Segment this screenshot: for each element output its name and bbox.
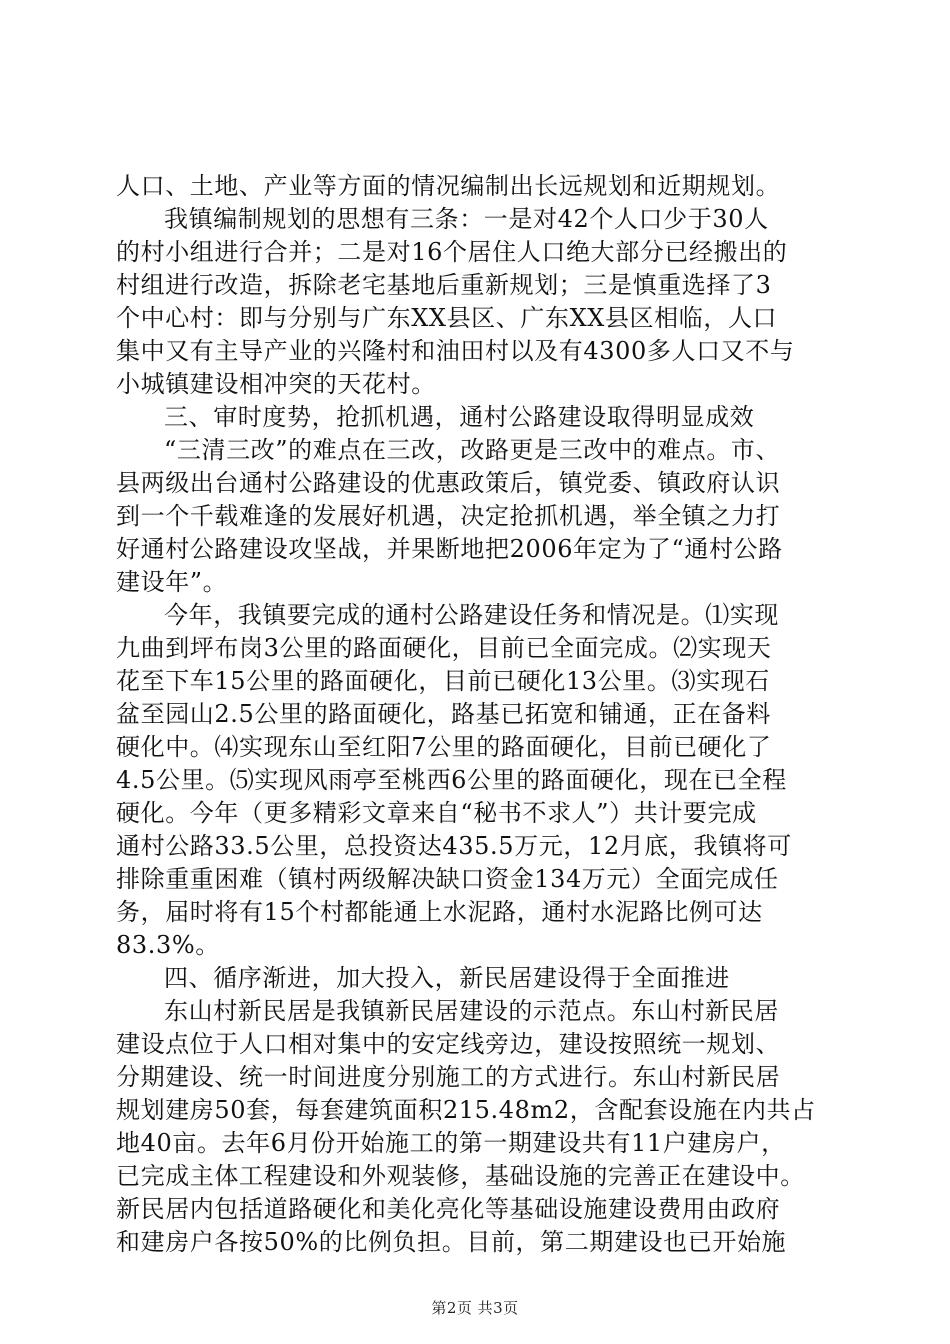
page-number-footer: 第2页 共3页	[431, 1299, 519, 1317]
body-line: 规划建房50套，每套建筑面积215.48m2，含配套设施在内共占	[116, 1096, 816, 1124]
body-line: 排除重重困难（镇村两级解决缺口资金134万元）全面完成任	[116, 865, 779, 893]
body-line: 好通村公路建设攻坚战，并果断地把2006年定为了“通村公路	[116, 535, 783, 563]
body-line: 务，届时将有15个村都能通上水泥路，通村水泥路比例可达	[116, 898, 763, 926]
paragraph-first-line: “三清三改”的难点在三改，改路更是三改中的难点。市、	[164, 436, 781, 464]
body-line: 花至下车15公里的路面硬化，目前已硬化13公里。⑶实现石	[116, 667, 770, 695]
body-line: 的村小组进行合并；二是对16个居住人口绝大部分已经搬出的	[116, 238, 788, 266]
body-line: 建设年”。	[116, 568, 228, 596]
paragraph-first-line: 东山村新民居是我镇新民居建设的示范点。东山村新民居	[164, 997, 779, 1025]
body-line: 硬化。今年（更多精彩文章来自“秘书不求人”）共计要完成	[116, 799, 757, 827]
body-line: 和建房户各按50%的比例负担。目前，第二期建设也已开始施	[116, 1228, 787, 1256]
body-line: 已完成主体工程建设和外观装修，基础设施的完善正在建设中。	[116, 1162, 805, 1190]
body-line: 九曲到坪布岗3公里的路面硬化，目前已全面完成。⑵实现天	[116, 634, 772, 662]
body-line: 建设点位于人口相对集中的安定线旁边，建设按照统一规划、	[116, 1030, 781, 1058]
body-line: 分期建设、统一时间进度分别施工的方式进行。东山村新民居	[116, 1063, 781, 1091]
section-heading: 四、循序渐进，加大投入，新民居建设得于全面推进	[164, 964, 730, 992]
body-line: 村组进行改造，拆除老宅基地后重新规划；三是慎重选择了3	[116, 271, 772, 299]
paragraph-first-line: 今年，我镇要完成的通村公路建设任务和情况是。⑴实现	[164, 601, 779, 629]
body-line: 县两级出台通村公路建设的优惠政策后，镇党委、镇政府认识	[116, 469, 781, 497]
body-line: 通村公路33.5公里，总投资达435.5万元，12月底，我镇将可	[116, 832, 792, 860]
body-line: 83.3%。	[116, 931, 220, 959]
section-heading: 三、审时度势，抢抓机遇，通村公路建设取得明显成效	[164, 403, 755, 431]
body-line: 4.5公里。⑸实现风雨亭至桃西6公里的路面硬化，现在已全程	[116, 766, 787, 794]
body-line: 个中心村：即与分别与广东XX县区、广东XX县区相临，人口	[116, 304, 778, 332]
body-line: 新民居内包括道路硬化和美化亮化等基础设施建设费用由政府	[116, 1195, 781, 1223]
body-line: 集中又有主导产业的兴隆村和油田村以及有4300多人口又不与	[116, 337, 795, 365]
paragraph-first-line: 我镇编制规划的思想有三条：一是对42个人口少于30人	[164, 205, 769, 233]
body-line: 硬化中。⑷实现东山至红阳7公里的路面硬化，目前已硬化了	[116, 733, 772, 761]
body-line: 小城镇建设相冲突的天花村。	[116, 370, 436, 398]
body-line: 到一个千载难逢的发展好机遇，决定抢抓机遇，举全镇之力打	[116, 502, 781, 530]
document-body	[116, 170, 836, 1259]
body-line: 盆至园山2.5公里的路面硬化，路基已拓宽和铺通，正在备料	[116, 700, 771, 728]
body-line: 地40亩。去年6月份开始施工的第一期建设共有11户建房户，	[116, 1129, 786, 1157]
body-line: 人口、土地、产业等方面的情况编制出长远规划和近期规划。	[116, 172, 781, 200]
